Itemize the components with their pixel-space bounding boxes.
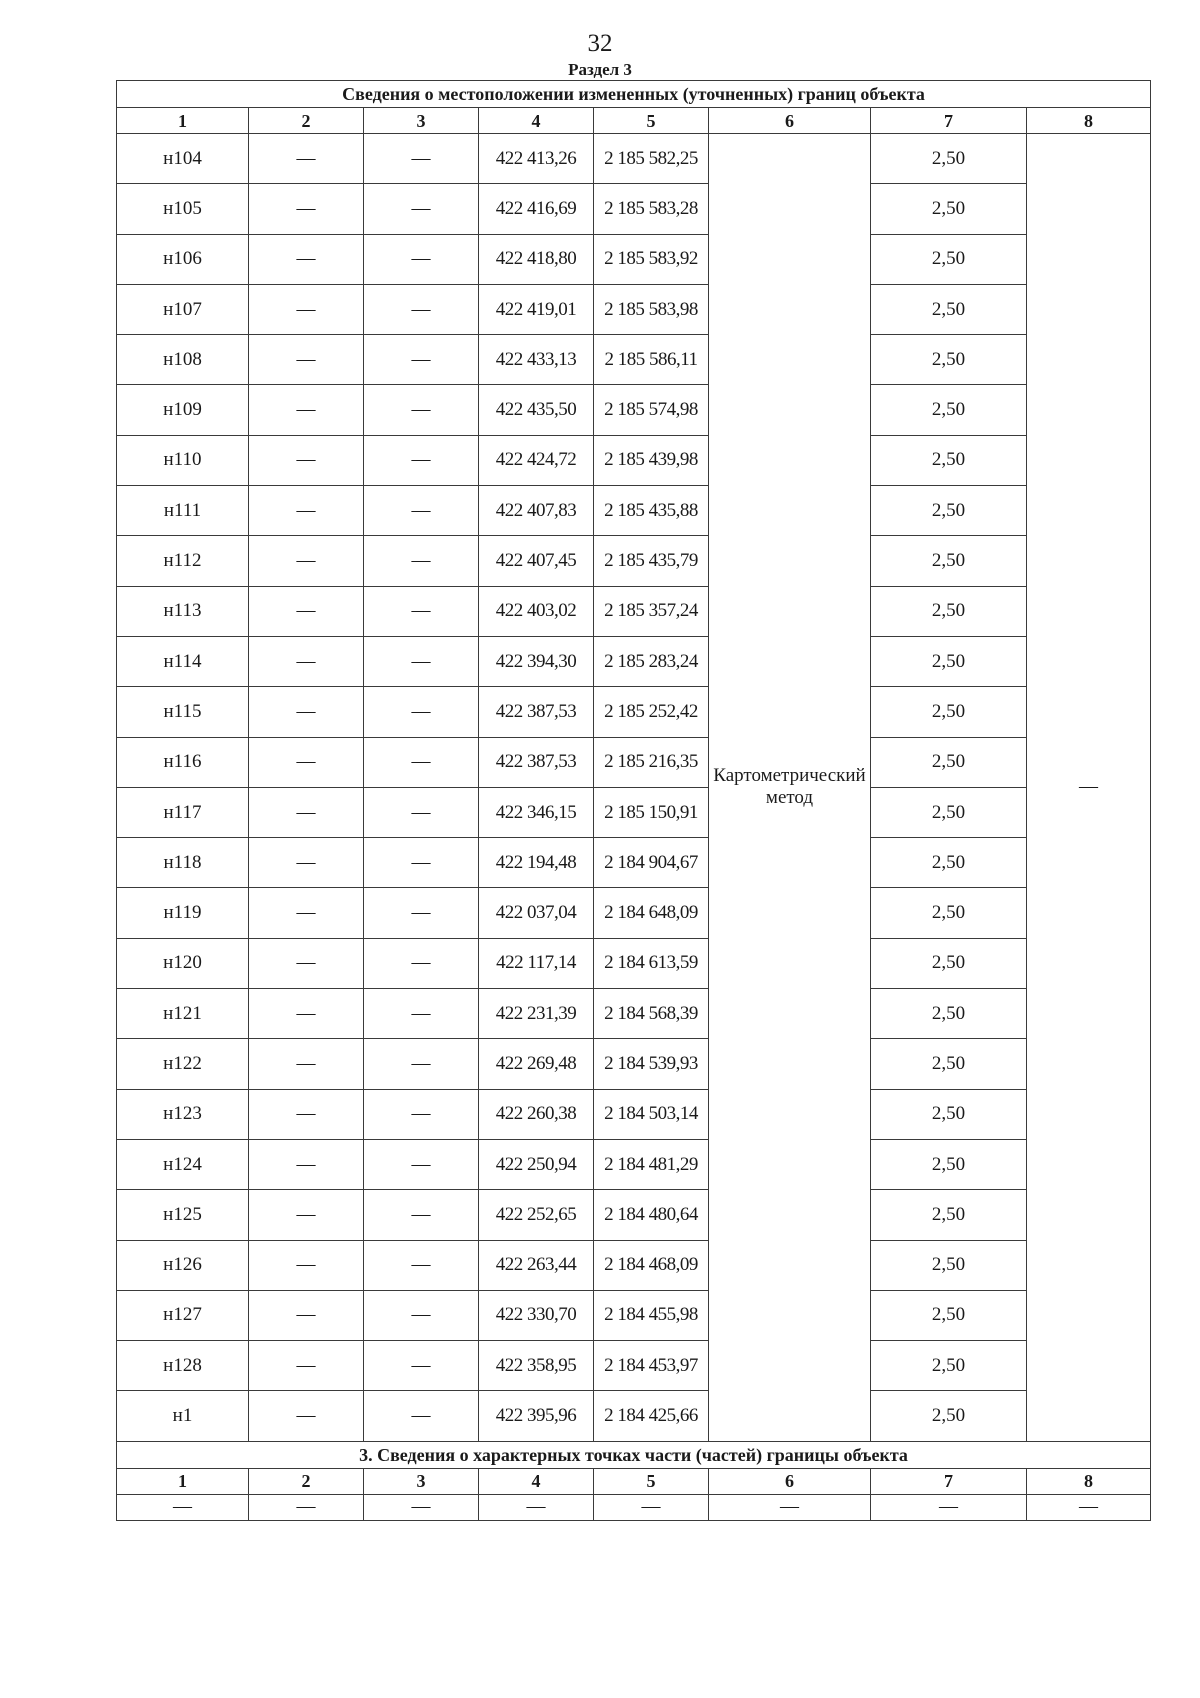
- x-coordinate: 422 330,70: [479, 1290, 594, 1340]
- boundary-table: [116, 80, 1151, 1521]
- section-title: Раздел 3: [568, 60, 632, 79]
- point-name: н110: [117, 435, 249, 485]
- parts-column-number: 7: [871, 1468, 1027, 1494]
- accuracy-value: 2,50: [871, 787, 1027, 837]
- accuracy-value: 2,50: [871, 1391, 1027, 1441]
- col2-dash: —: [249, 486, 364, 536]
- col3-dash: —: [364, 888, 479, 938]
- table-row: [117, 787, 1151, 837]
- point-name: н114: [117, 636, 249, 686]
- accuracy-value: 2,50: [871, 1240, 1027, 1290]
- y-coordinate: 2 184 425,66: [594, 1391, 709, 1441]
- point-name: н119: [117, 888, 249, 938]
- x-coordinate: 422 269,48: [479, 1039, 594, 1089]
- x-coordinate: 422 403,02: [479, 586, 594, 636]
- x-coordinate: 422 252,65: [479, 1190, 594, 1240]
- col3-dash: —: [364, 1290, 479, 1340]
- accuracy-value: 2,50: [871, 284, 1027, 334]
- point-name: н106: [117, 234, 249, 284]
- col3-dash: —: [364, 737, 479, 787]
- point-name: н111: [117, 486, 249, 536]
- table-row: [117, 335, 1151, 385]
- col3-dash: —: [364, 1039, 479, 1089]
- accuracy-value: 2,50: [871, 1089, 1027, 1139]
- table-row: [117, 435, 1151, 485]
- accuracy-value: 2,50: [871, 938, 1027, 988]
- x-coordinate: 422 413,26: [479, 134, 594, 184]
- col2-dash: —: [249, 385, 364, 435]
- col2-dash: —: [249, 989, 364, 1039]
- table-row: [117, 1190, 1151, 1240]
- col3-dash: —: [364, 989, 479, 1039]
- parts-caption-row: [117, 1441, 1151, 1468]
- col2-dash: —: [249, 888, 364, 938]
- y-coordinate: 2 185 583,92: [594, 234, 709, 284]
- parts-cell-dash: —: [479, 1494, 594, 1520]
- col3-dash: —: [364, 1139, 479, 1189]
- col2-dash: —: [249, 787, 364, 837]
- col3-dash: —: [364, 1240, 479, 1290]
- parts-cell-dash: —: [364, 1494, 479, 1520]
- accuracy-value: 2,50: [871, 1139, 1027, 1189]
- parts-column-number: 3: [364, 1468, 479, 1494]
- y-coordinate: 2 184 539,93: [594, 1039, 709, 1089]
- col2-dash: —: [249, 234, 364, 284]
- point-name: н113: [117, 586, 249, 636]
- y-coordinate: 2 185 216,35: [594, 737, 709, 787]
- x-coordinate: 422 037,04: [479, 888, 594, 938]
- point-name: н105: [117, 184, 249, 234]
- point-name: н120: [117, 938, 249, 988]
- accuracy-value: 2,50: [871, 1190, 1027, 1240]
- x-coordinate: 422 346,15: [479, 787, 594, 837]
- column-number: 3: [364, 108, 479, 134]
- point-name: н128: [117, 1341, 249, 1391]
- y-coordinate: 2 185 583,28: [594, 184, 709, 234]
- col2-dash: —: [249, 1341, 364, 1391]
- y-coordinate: 2 185 583,98: [594, 284, 709, 334]
- y-coordinate: 2 185 586,11: [594, 335, 709, 385]
- parts-cell-dash: —: [249, 1494, 364, 1520]
- accuracy-value: 2,50: [871, 385, 1027, 435]
- y-coordinate: 2 185 283,24: [594, 636, 709, 686]
- col3-dash: —: [364, 284, 479, 334]
- table-caption: Сведения о местоположении измененных (уточненных) границ объекта: [117, 81, 1151, 108]
- table-row: [117, 1139, 1151, 1189]
- point-name: н1: [117, 1391, 249, 1441]
- accuracy-value: 2,50: [871, 1341, 1027, 1391]
- accuracy-value: 2,50: [871, 1039, 1027, 1089]
- table-row: [117, 938, 1151, 988]
- y-coordinate: 2 184 648,09: [594, 888, 709, 938]
- col3-dash: —: [364, 1190, 479, 1240]
- y-coordinate: 2 185 435,79: [594, 536, 709, 586]
- y-coordinate: 2 185 439,98: [594, 435, 709, 485]
- parts-cell-dash: —: [1027, 1494, 1151, 1520]
- x-coordinate: 422 394,30: [479, 636, 594, 686]
- point-name: н124: [117, 1139, 249, 1189]
- accuracy-value: 2,50: [871, 687, 1027, 737]
- y-coordinate: 2 185 357,24: [594, 586, 709, 636]
- col3-dash: —: [364, 687, 479, 737]
- accuracy-value: 2,50: [871, 134, 1027, 184]
- parts-table-caption: 3. Сведения о характерных точках части (частей) границы объекта: [117, 1441, 1151, 1468]
- y-coordinate: 2 184 468,09: [594, 1240, 709, 1290]
- col3-dash: —: [364, 787, 479, 837]
- table-row: [117, 636, 1151, 686]
- x-coordinate: 422 194,48: [479, 838, 594, 888]
- x-coordinate: 422 418,80: [479, 234, 594, 284]
- table-row: [117, 486, 1151, 536]
- point-name: н108: [117, 335, 249, 385]
- col2-dash: —: [249, 1039, 364, 1089]
- col2-dash: —: [249, 1240, 364, 1290]
- parts-cell-dash: —: [709, 1494, 871, 1520]
- point-name: н121: [117, 989, 249, 1039]
- point-name: н127: [117, 1290, 249, 1340]
- accuracy-value: 2,50: [871, 184, 1027, 234]
- table-row: [117, 1391, 1151, 1441]
- y-coordinate: 2 185 150,91: [594, 787, 709, 837]
- y-coordinate: 2 184 568,39: [594, 989, 709, 1039]
- col2-dash: —: [249, 838, 364, 888]
- table-row: [117, 737, 1151, 787]
- accuracy-value: 2,50: [871, 536, 1027, 586]
- col3-dash: —: [364, 838, 479, 888]
- parts-column-number: 8: [1027, 1468, 1151, 1494]
- col2-dash: —: [249, 1139, 364, 1189]
- point-name: н118: [117, 838, 249, 888]
- col2-dash: —: [249, 938, 364, 988]
- table-row: [117, 134, 1151, 184]
- parts-column-number: 1: [117, 1468, 249, 1494]
- column-number: 2: [249, 108, 364, 134]
- col2-dash: —: [249, 1391, 364, 1441]
- parts-column-number: 4: [479, 1468, 594, 1494]
- column-number: 4: [479, 108, 594, 134]
- point-name: н109: [117, 385, 249, 435]
- column-number: 5: [594, 108, 709, 134]
- col3-dash: —: [364, 134, 479, 184]
- col3-dash: —: [364, 1089, 479, 1139]
- accuracy-value: 2,50: [871, 636, 1027, 686]
- table-row: [117, 234, 1151, 284]
- x-coordinate: 422 117,14: [479, 938, 594, 988]
- col2-dash: —: [249, 435, 364, 485]
- parts-cell-dash: —: [117, 1494, 249, 1520]
- x-coordinate: 422 407,83: [479, 486, 594, 536]
- accuracy-value: 2,50: [871, 838, 1027, 888]
- x-coordinate: 422 260,38: [479, 1089, 594, 1139]
- point-name: н123: [117, 1089, 249, 1139]
- x-coordinate: 422 250,94: [479, 1139, 594, 1189]
- y-coordinate: 2 185 435,88: [594, 486, 709, 536]
- column-numbers-row: [117, 108, 1151, 134]
- table-row: [117, 1039, 1151, 1089]
- column-number: 8: [1027, 108, 1151, 134]
- column-number: 6: [709, 108, 871, 134]
- parts-column-numbers-row: [117, 1468, 1151, 1494]
- point-name: н126: [117, 1240, 249, 1290]
- y-coordinate: 2 185 574,98: [594, 385, 709, 435]
- point-name: н116: [117, 737, 249, 787]
- col3-dash: —: [364, 234, 479, 284]
- y-coordinate: 2 184 904,67: [594, 838, 709, 888]
- y-coordinate: 2 184 481,29: [594, 1139, 709, 1189]
- col2-dash: —: [249, 134, 364, 184]
- col8-cell: —: [1027, 134, 1151, 1442]
- table-row: [117, 888, 1151, 938]
- column-number: 7: [871, 108, 1027, 134]
- parts-cell-dash: —: [594, 1494, 709, 1520]
- parts-column-number: 6: [709, 1468, 871, 1494]
- column-number: 1: [117, 108, 249, 134]
- table-row: [117, 1290, 1151, 1340]
- col3-dash: —: [364, 385, 479, 435]
- col2-dash: —: [249, 687, 364, 737]
- table-row: [117, 1341, 1151, 1391]
- x-coordinate: 422 407,45: [479, 536, 594, 586]
- accuracy-value: 2,50: [871, 435, 1027, 485]
- point-name: н104: [117, 134, 249, 184]
- accuracy-value: 2,50: [871, 989, 1027, 1039]
- col3-dash: —: [364, 435, 479, 485]
- col2-dash: —: [249, 1089, 364, 1139]
- col2-dash: —: [249, 586, 364, 636]
- x-coordinate: 422 263,44: [479, 1240, 594, 1290]
- table-row: [117, 184, 1151, 234]
- y-coordinate: 2 184 503,14: [594, 1089, 709, 1139]
- col2-dash: —: [249, 536, 364, 586]
- table-row: [117, 838, 1151, 888]
- col3-dash: —: [364, 536, 479, 586]
- table-row: [117, 385, 1151, 435]
- x-coordinate: 422 395,96: [479, 1391, 594, 1441]
- table-row: [117, 989, 1151, 1039]
- parts-column-number: 5: [594, 1468, 709, 1494]
- x-coordinate: 422 419,01: [479, 284, 594, 334]
- y-coordinate: 2 184 480,64: [594, 1190, 709, 1240]
- col3-dash: —: [364, 184, 479, 234]
- accuracy-value: 2,50: [871, 234, 1027, 284]
- accuracy-value: 2,50: [871, 335, 1027, 385]
- col3-dash: —: [364, 486, 479, 536]
- col2-dash: —: [249, 284, 364, 334]
- y-coordinate: 2 185 252,42: [594, 687, 709, 737]
- accuracy-value: 2,50: [871, 1290, 1027, 1340]
- table-row: [117, 1240, 1151, 1290]
- x-coordinate: 422 433,13: [479, 335, 594, 385]
- col2-dash: —: [249, 335, 364, 385]
- point-name: н125: [117, 1190, 249, 1240]
- y-coordinate: 2 185 582,25: [594, 134, 709, 184]
- col3-dash: —: [364, 1391, 479, 1441]
- method-cell: Картометрический метод: [709, 134, 871, 1442]
- table-row: [117, 284, 1151, 334]
- x-coordinate: 422 435,50: [479, 385, 594, 435]
- accuracy-value: 2,50: [871, 737, 1027, 787]
- col2-dash: —: [249, 636, 364, 686]
- col3-dash: —: [364, 335, 479, 385]
- point-name: н122: [117, 1039, 249, 1089]
- accuracy-value: 2,50: [871, 486, 1027, 536]
- point-name: н115: [117, 687, 249, 737]
- y-coordinate: 2 184 455,98: [594, 1290, 709, 1340]
- col3-dash: —: [364, 1341, 479, 1391]
- col2-dash: —: [249, 1290, 364, 1340]
- col3-dash: —: [364, 586, 479, 636]
- x-coordinate: 422 387,53: [479, 737, 594, 787]
- col2-dash: —: [249, 737, 364, 787]
- accuracy-value: 2,50: [871, 586, 1027, 636]
- y-coordinate: 2 184 613,59: [594, 938, 709, 988]
- table-row: [117, 536, 1151, 586]
- x-coordinate: 422 231,39: [479, 989, 594, 1039]
- x-coordinate: 422 358,95: [479, 1341, 594, 1391]
- x-coordinate: 422 387,53: [479, 687, 594, 737]
- page-number: 32: [587, 30, 613, 57]
- parts-column-number: 2: [249, 1468, 364, 1494]
- point-name: н112: [117, 536, 249, 586]
- table-row: [117, 687, 1151, 737]
- col3-dash: —: [364, 938, 479, 988]
- point-name: н107: [117, 284, 249, 334]
- col3-dash: —: [364, 636, 479, 686]
- table-row: [117, 1089, 1151, 1139]
- col2-dash: —: [249, 184, 364, 234]
- point-name: н117: [117, 787, 249, 837]
- parts-cell-dash: —: [871, 1494, 1027, 1520]
- parts-table-row: [117, 1494, 1151, 1520]
- x-coordinate: 422 416,69: [479, 184, 594, 234]
- accuracy-value: 2,50: [871, 888, 1027, 938]
- table-row: [117, 586, 1151, 636]
- x-coordinate: 422 424,72: [479, 435, 594, 485]
- col2-dash: —: [249, 1190, 364, 1240]
- y-coordinate: 2 184 453,97: [594, 1341, 709, 1391]
